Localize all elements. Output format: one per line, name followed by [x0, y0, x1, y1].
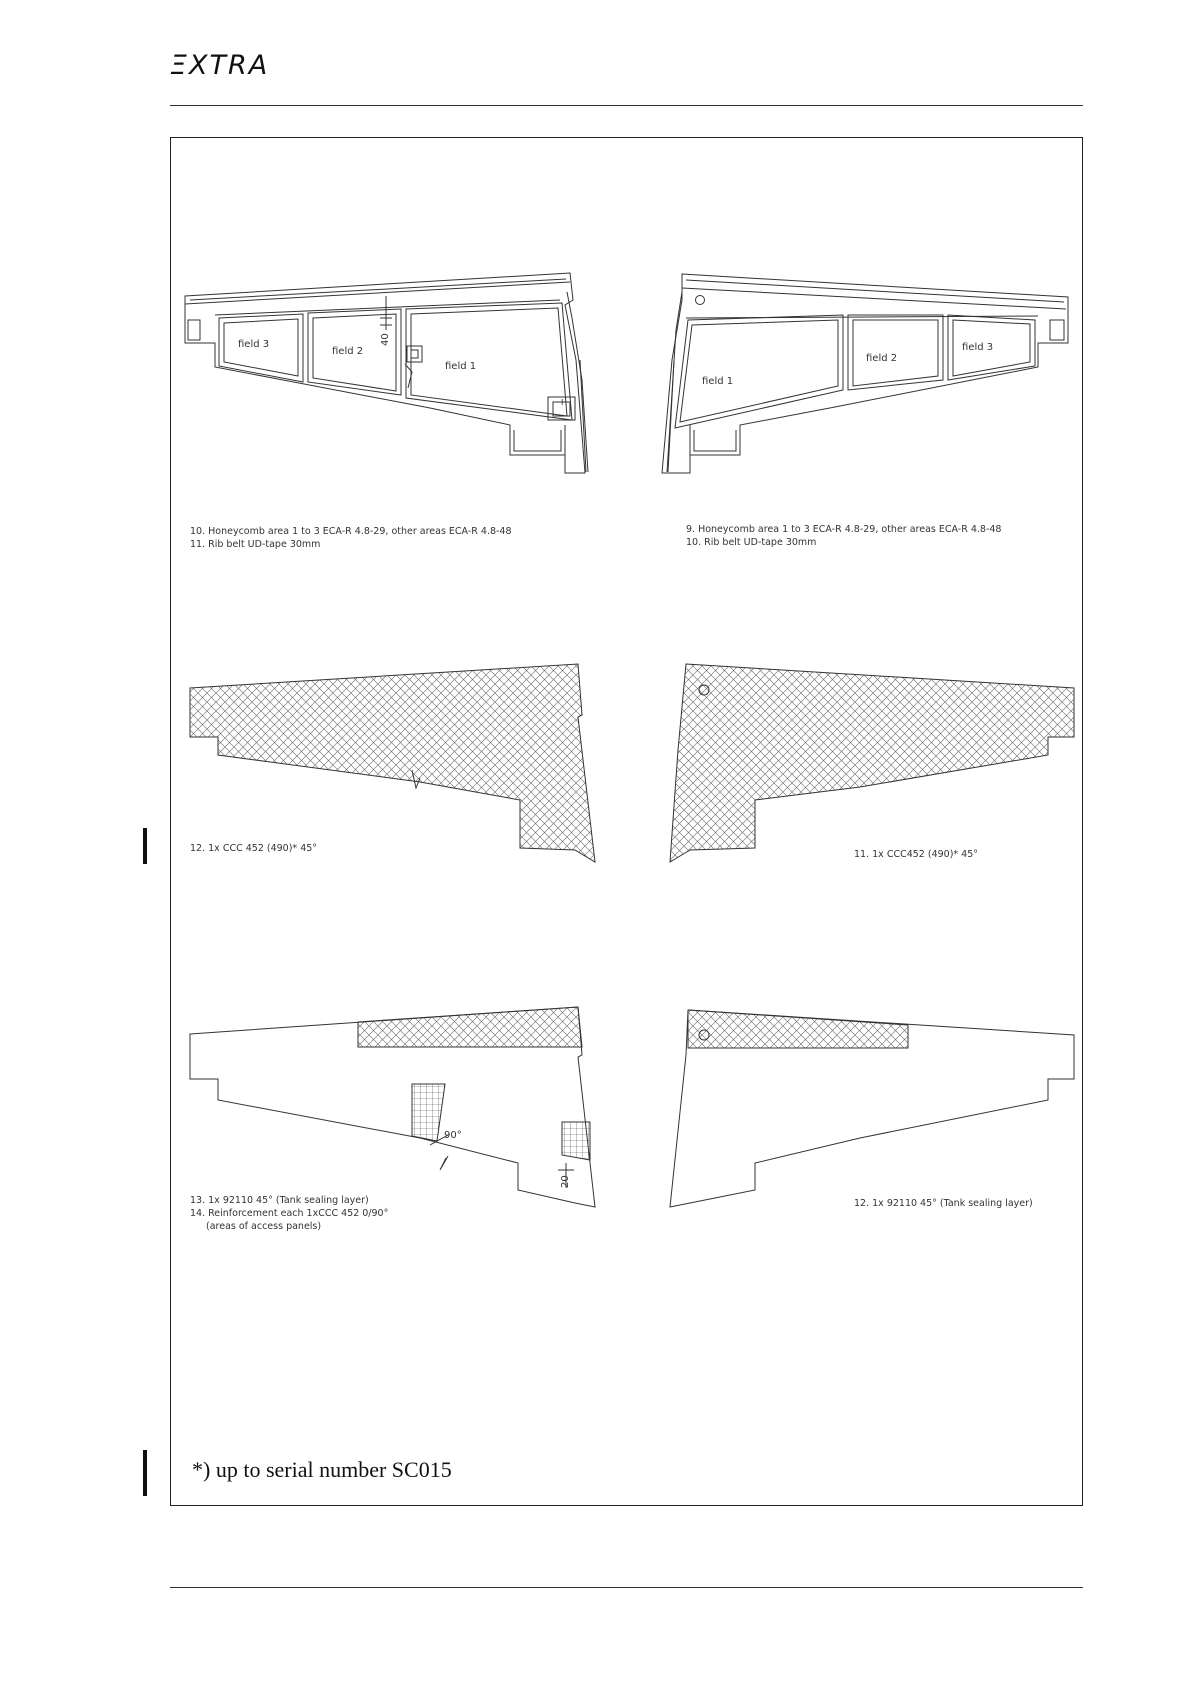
serial-number-footnote: *) up to serial number SC015 — [192, 1457, 452, 1482]
right-wing-ccc452-ply — [670, 664, 1074, 862]
caption-left-tank-sealing: 13. 1x 92110 45° (Tank sealing layer) — [190, 1195, 369, 1206]
label-dimension-20: 20 — [560, 1175, 571, 1188]
header-logo: ΞXTRA — [170, 50, 270, 81]
caption-left-honeycomb: 10. Honeycomb area 1 to 3 ECA-R 4.8-29, other areas ECA-R 4.8-48 — [190, 526, 512, 537]
right-wing-tank-sealing-view — [670, 1010, 1074, 1207]
label-dimension-40: 40 — [380, 333, 391, 346]
caption-right-tank-sealing: 12. 1x 92110 45° (Tank sealing layer) — [854, 1198, 1033, 1209]
caption-right-rib-belt: 10. Rib belt UD-tape 30mm — [686, 537, 817, 548]
left-wing-tank-sealing-view — [190, 1007, 595, 1207]
caption-left-rib-belt: 11. Rib belt UD-tape 30mm — [190, 539, 321, 550]
label-field-2-right: field 2 — [866, 353, 898, 364]
label-field-3-right: field 3 — [962, 342, 994, 353]
left-wing-honeycomb-view — [185, 273, 588, 473]
caption-left-ccc452: 12. 1x CCC 452 (490)* 45° — [190, 843, 318, 854]
caption-right-honeycomb: 9. Honeycomb area 1 to 3 ECA-R 4.8-29, other areas ECA-R 4.8-48 — [686, 524, 1002, 535]
label-field-3-left: field 3 — [238, 339, 270, 350]
caption-left-access-panels: (areas of access panels) — [206, 1221, 322, 1232]
left-wing-ccc452-ply — [190, 664, 595, 862]
caption-right-ccc452: 11. 1x CCC452 (490)* 45° — [854, 849, 979, 860]
label-field-2-left: field 2 — [332, 346, 364, 357]
label-field-1-right: field 1 — [702, 376, 734, 387]
label-angle-90: 90° — [444, 1130, 462, 1141]
label-plus: + — [558, 397, 567, 408]
right-wing-honeycomb-view — [662, 274, 1068, 473]
label-field-1-left: field 1 — [445, 361, 477, 372]
caption-left-reinforcement: 14. Reinforcement each 1xCCC 452 0/90° — [190, 1208, 389, 1219]
